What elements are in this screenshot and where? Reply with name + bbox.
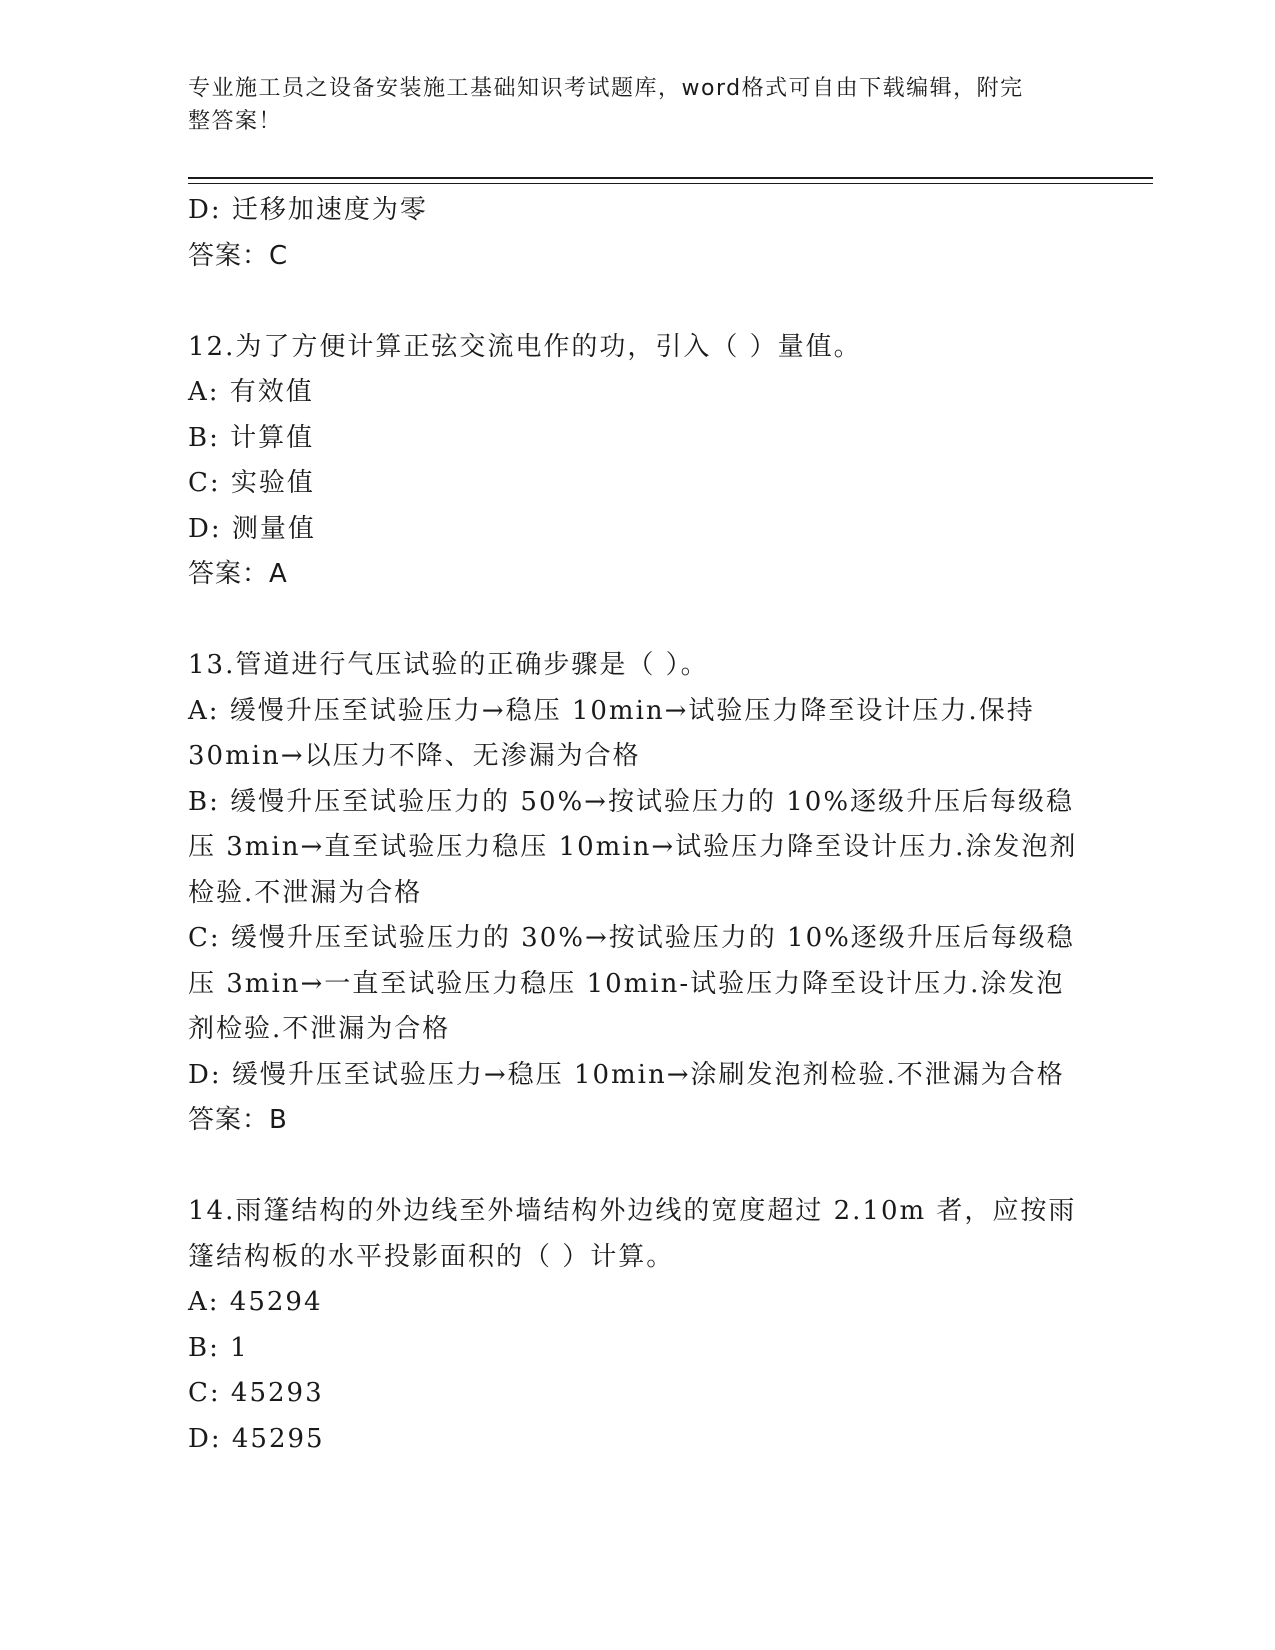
option-a-line-2: 30min→以压力不降、无渗漏为合格 <box>188 741 641 771</box>
option-b-line-1: B: 缓慢升压至试验压力的 50%→按试验压力的 10%逐级升压后每级稳 <box>188 786 1075 817</box>
spacer <box>188 1144 1088 1190</box>
question-stem: 12.为了方便计算正弦交流电作的功，引入（ ）量值。 <box>188 331 862 362</box>
answer: 答案：C <box>188 240 289 271</box>
page-header <box>188 72 1078 138</box>
option-c: C: 实验值 <box>188 468 315 498</box>
option-b: B: 计算值 <box>188 422 315 453</box>
option-d: D: 迁移加速度为零 <box>188 195 428 225</box>
question-stem-line-1: 14.雨篷结构的外边线至外墙结构外边线的宽度超过 2.10m 者，应按雨 <box>188 1196 1077 1226</box>
previous-question <box>188 188 1088 279</box>
question-14 <box>188 1189 1088 1462</box>
spacer <box>188 279 1088 325</box>
option-c-line-2: 压 3min→一直至试验压力稳压 10min-试验压力降至设计压力.涂发泡 <box>188 968 1065 999</box>
option-b-line-3: 检验.不泄漏为合格 <box>188 877 423 908</box>
answer: 答案：B <box>188 1105 288 1135</box>
question-stem: 13.管道进行气压试验的正确步骤是（ ）。 <box>188 650 709 680</box>
header-title-line-1: 专业施工员之设备安装施工基础知识考试题库，word格式可自由下载编辑，附完 <box>188 76 1024 101</box>
option-c-line-3: 剂检验.不泄漏为合格 <box>188 1014 451 1044</box>
option-a: A: 有效值 <box>188 377 314 407</box>
header-divider-thin <box>188 183 1153 184</box>
option-d: D: 缓慢升压至试验压力→稳压 10min→涂刷发泡剂检验.不泄漏为合格 <box>188 1059 1065 1090</box>
option-b: B: 1 <box>188 1332 249 1363</box>
question-stem-line-2: 篷结构板的水平投影面积的（ ）计算。 <box>188 1241 675 1272</box>
option-b-line-2: 压 3min→直至试验压力稳压 10min→试验压力降至设计压力.涂发泡剂 <box>188 832 1078 862</box>
question-list <box>188 188 1088 1462</box>
header-divider-thick <box>188 177 1153 179</box>
option-c-line-1: C: 缓慢升压至试验压力的 30%→按试验压力的 10%逐级升压后每级稳 <box>188 923 1075 953</box>
answer: 答案：A <box>188 559 288 589</box>
question-12 <box>188 325 1088 598</box>
spacer <box>188 598 1088 644</box>
header-title-line-2: 整答案！ <box>188 109 283 134</box>
option-d: D: 测量值 <box>188 513 316 544</box>
option-c: C: 45293 <box>188 1378 324 1408</box>
option-a-line-1: A: 缓慢升压至试验压力→稳压 10min→试验压力降至设计压力.保持 <box>188 695 1035 726</box>
question-13 <box>188 643 1088 1144</box>
option-d: D: 45295 <box>188 1423 325 1454</box>
option-a: A: 45294 <box>188 1287 323 1317</box>
